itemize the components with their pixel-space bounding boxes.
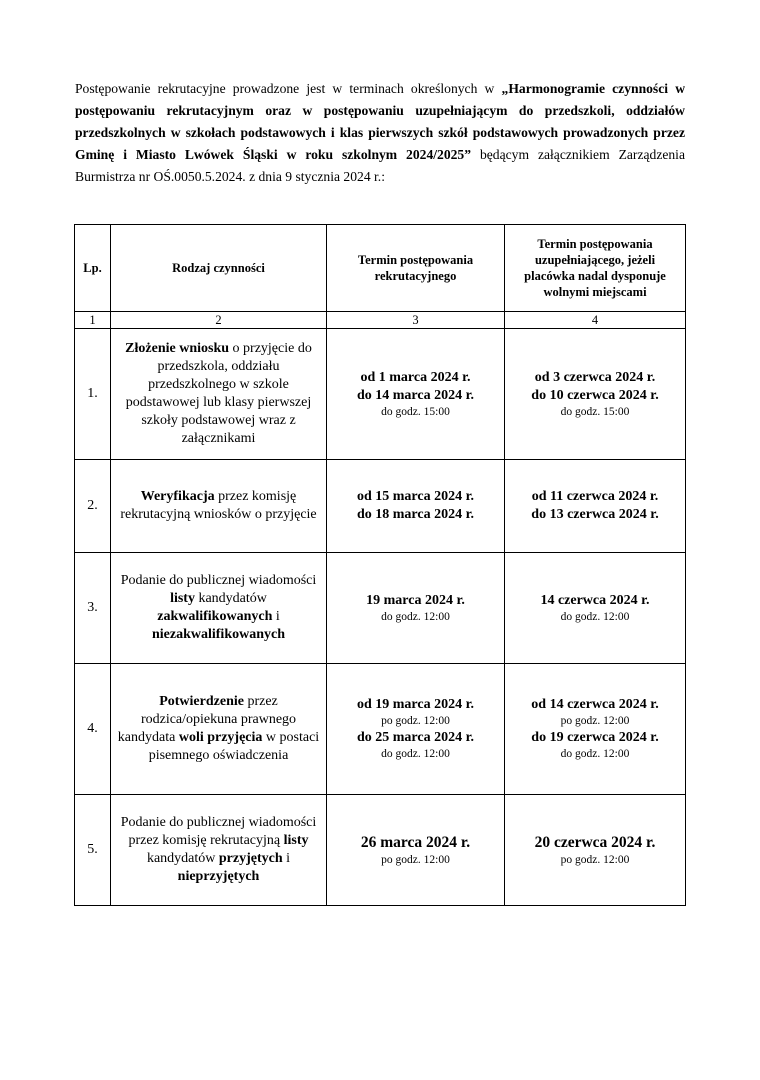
header-supplementary-term: Termin postępowania uzupełniającego, jeżeli placówka nadal dysponuje wolnymi miejscami bbox=[505, 225, 686, 312]
activity-keyword: listy bbox=[283, 833, 309, 848]
row-number: 2. bbox=[75, 460, 111, 553]
intro-text-start: Postępowanie rekrutacyjne prowadzone jest w terminach określonych w bbox=[75, 81, 502, 96]
date: 19 marca 2024 r. bbox=[366, 592, 465, 608]
time-note: do godz. 12:00 bbox=[560, 610, 630, 623]
activity-text: i bbox=[282, 851, 291, 866]
time-note: do godz. 15:00 bbox=[560, 405, 630, 418]
row-number: 4. bbox=[75, 664, 111, 795]
column-number: 4 bbox=[505, 312, 686, 329]
date-from: od 15 marca 2024 r. bbox=[356, 489, 475, 504]
table-row bbox=[75, 553, 686, 664]
time-note: po godz. 12:00 bbox=[381, 715, 450, 727]
recruitment-term bbox=[327, 329, 505, 460]
date: 14 czerwca 2024 r. bbox=[540, 592, 650, 608]
date: 20 czerwca 2024 r. bbox=[534, 833, 656, 851]
activity-keyword: Weryfikacja bbox=[140, 489, 215, 504]
supplementary-term bbox=[505, 329, 686, 460]
date-to: do 25 marca 2024 r. bbox=[356, 730, 475, 745]
supplementary-term bbox=[505, 795, 686, 906]
activity-text: kandydatów bbox=[146, 851, 219, 866]
date-to: do 10 czerwca 2024 r. bbox=[531, 387, 659, 403]
intro-paragraph bbox=[75, 78, 685, 188]
activity-keyword: niezakwalifikowanych bbox=[151, 627, 285, 642]
activity-text: o przyjęcie do przedszkola, oddziału przedszkolnego w szkole podstawowej lub klasy pierwszej szkoły podstawowej wraz z załącznikami bbox=[125, 341, 312, 446]
schedule-table bbox=[74, 224, 686, 906]
date-to: do 14 marca 2024 r. bbox=[356, 387, 475, 403]
time-note: do godz. 12:00 bbox=[381, 610, 450, 623]
date-from: od 19 marca 2024 r. bbox=[356, 697, 475, 712]
activity-keyword: zakwalifikowanych bbox=[157, 609, 273, 624]
column-number: 3 bbox=[327, 312, 505, 329]
time-note: po godz. 12:00 bbox=[560, 715, 630, 727]
row-number: 5. bbox=[75, 795, 111, 906]
column-number-row bbox=[75, 312, 686, 329]
date-from: od 14 czerwca 2024 r. bbox=[531, 697, 659, 712]
activity-text: przez komisję rekrutacyjną wniosków o przyjęcie bbox=[120, 489, 317, 522]
activity-description bbox=[111, 329, 327, 460]
recruitment-term bbox=[327, 553, 505, 664]
time-note: do godz. 12:00 bbox=[381, 748, 450, 760]
column-number: 2 bbox=[111, 312, 327, 329]
activity-keyword: nieprzyjętych bbox=[177, 869, 260, 884]
recruitment-term bbox=[327, 664, 505, 795]
activity-description bbox=[111, 664, 327, 795]
activity-text: kandydatów bbox=[194, 591, 267, 606]
table-row bbox=[75, 329, 686, 460]
activity-keyword: Potwierdzenie bbox=[159, 694, 244, 709]
activity-keyword: listy bbox=[170, 591, 195, 606]
supplementary-term bbox=[505, 664, 686, 795]
supplementary-term bbox=[505, 553, 686, 664]
activity-text: Podanie do publicznej wiadomości przez komisję rekrutacyjną bbox=[120, 815, 317, 848]
activity-keyword: przyjętych bbox=[218, 851, 283, 866]
activity-description bbox=[111, 795, 327, 906]
activity-keyword: woli przyjęcia bbox=[178, 730, 263, 745]
date-from: od 3 czerwca 2024 r. bbox=[534, 369, 656, 385]
date-from: od 1 marca 2024 r. bbox=[360, 369, 471, 385]
activity-text: w postaci pisemnego oświadczenia bbox=[148, 730, 320, 763]
date-to: do 13 czerwca 2024 r. bbox=[531, 507, 659, 522]
header-activity: Rodzaj czynności bbox=[111, 225, 327, 312]
row-number: 1. bbox=[75, 329, 111, 460]
time-note: po godz. 12:00 bbox=[560, 853, 630, 866]
intro-schedule-title: „Harmonogramie czynności w postępowaniu rekrutacyjnym oraz w postępowaniu uzupełniającym do przedszkoli, oddziałów przedszkolnych w szkołach podstawowych i klas pierwszych szkół podstawowych prowadzonych przez Gminę i Miasto Lwówek Śląski w roku szkolnym 2024/2025” bbox=[75, 81, 686, 162]
date-to: do 19 czerwca 2024 r. bbox=[531, 730, 659, 745]
column-number: 1 bbox=[75, 312, 111, 329]
activity-text: Podanie do publicznej wiadomości bbox=[120, 573, 317, 588]
time-note: do godz. 12:00 bbox=[560, 748, 630, 760]
header-lp: Lp. bbox=[75, 225, 111, 312]
table-row bbox=[75, 795, 686, 906]
activity-description bbox=[111, 553, 327, 664]
recruitment-term bbox=[327, 460, 505, 553]
activity-text: przez rodzica/opiekuna prawnego kandydata bbox=[117, 694, 297, 745]
date-to: do 18 marca 2024 r. bbox=[356, 507, 475, 522]
date: 26 marca 2024 r. bbox=[360, 833, 471, 851]
intro-text-end: będącym załącznikiem Zarządzenia Burmistrza nr OŚ.0050.5.2024. z dnia 9 stycznia 2024 r.: bbox=[75, 147, 685, 184]
header-row bbox=[75, 225, 686, 312]
activity-text: i bbox=[272, 609, 280, 624]
time-note: do godz. 15:00 bbox=[381, 405, 450, 418]
row-number: 3. bbox=[75, 553, 111, 664]
activity-keyword: Złożenie wniosku bbox=[125, 341, 230, 356]
supplementary-term bbox=[505, 460, 686, 553]
date-from: od 11 czerwca 2024 r. bbox=[531, 489, 659, 504]
header-recruitment-term: Termin postępowania rekrutacyjnego bbox=[327, 225, 505, 312]
activity-description bbox=[111, 460, 327, 553]
time-note: po godz. 12:00 bbox=[381, 853, 450, 866]
recruitment-term bbox=[327, 795, 505, 906]
table-row bbox=[75, 664, 686, 795]
table-row bbox=[75, 460, 686, 553]
